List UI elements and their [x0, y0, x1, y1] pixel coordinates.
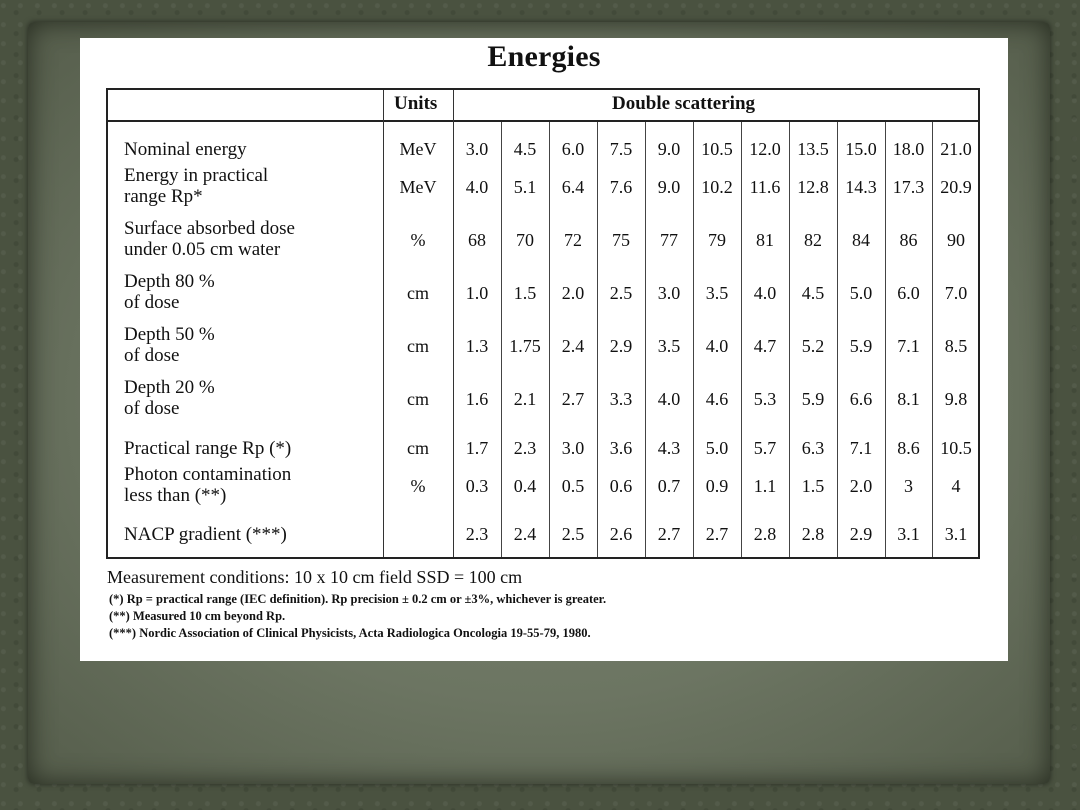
table-cell: 8.1: [897, 389, 920, 409]
table-cell: 0.3: [465, 476, 489, 496]
row-label-line1: Depth 80 %: [124, 271, 215, 292]
table-cell: 17.3: [892, 177, 925, 197]
table-cell: 2.9: [609, 336, 633, 356]
table-cell: 7.1: [897, 336, 920, 356]
table-cell: 2.8: [753, 524, 777, 544]
table-cell: 2.3: [465, 524, 489, 544]
row-label: [124, 524, 287, 545]
header-divider: [108, 120, 978, 122]
row-label: [124, 218, 295, 260]
table-cell: 2.6: [609, 524, 633, 544]
row-label: [124, 139, 247, 160]
row-unit: cm: [407, 389, 429, 409]
table-cell: 4.6: [705, 389, 729, 409]
row-label-line2: of dose: [124, 292, 180, 313]
table-cell: 3.1: [897, 524, 920, 544]
table-cell: 77: [660, 230, 678, 250]
table-cell: 6.4: [561, 177, 585, 197]
table-cell: 6.3: [801, 438, 825, 458]
table-cell: 12.8: [797, 177, 829, 197]
table-cell: 18.0: [892, 139, 925, 159]
table-cell: 5.7: [753, 438, 777, 458]
table-cell: 2.8: [801, 524, 825, 544]
row-label: [124, 271, 215, 313]
table-cell: 13.5: [797, 139, 829, 159]
table-cell: 6.0: [561, 139, 585, 159]
row-label-line2: of dose: [124, 398, 180, 419]
table-cell: 1.6: [465, 389, 489, 409]
table-cell: 5.3: [753, 389, 777, 409]
row-label-line1: Photon contamination: [124, 464, 292, 485]
table-cell: 7.0: [944, 283, 968, 303]
row-unit: cm: [407, 438, 429, 458]
table-cell: 2.0: [561, 283, 585, 303]
table-cell: 8.6: [897, 438, 920, 458]
measurement-conditions: Measurement conditions: 10 x 10 cm field SSD = 100 cm: [107, 567, 523, 587]
table-cell: 1.7: [465, 438, 489, 458]
row-label: [124, 324, 215, 366]
row-unit: %: [410, 476, 426, 496]
table-cell: 1.0: [465, 283, 489, 303]
page-title: Energies: [487, 40, 601, 73]
table-cell: 72: [564, 230, 582, 250]
table-cell: 12.0: [749, 139, 781, 159]
footnote-1: (*) Rp = practical range (IEC definition). Rp precision ± 0.2 cm or ±3%, whichever is greater.: [109, 592, 607, 606]
row-unit: MeV: [399, 139, 437, 159]
table-cell: 5.9: [849, 336, 873, 356]
table-cell: 4.5: [801, 283, 825, 303]
table-cell: 4.7: [753, 336, 777, 356]
table-cell: 9.0: [657, 139, 681, 159]
table-cell: 82: [804, 230, 822, 250]
table-cell: 4.5: [513, 139, 537, 159]
table-cell: 2.4: [513, 524, 537, 544]
table-cell: 6.6: [849, 389, 873, 409]
row-label-line1: Energy in practical: [124, 165, 269, 186]
table-cell: 0.6: [609, 476, 633, 496]
table-cell: 2.1: [513, 389, 537, 409]
row-label-line1: Depth 50 %: [124, 324, 215, 345]
table-cell: 2.5: [561, 524, 585, 544]
footnote-3: (***) Nordic Association of Clinical Physicists, Acta Radiologica Oncologia 19-55-79, 1980.: [109, 626, 591, 640]
row-label-line1: NACP gradient (***): [124, 524, 287, 545]
table-cell: 10.2: [701, 177, 733, 197]
table-cell: 3: [904, 476, 913, 496]
table-cell: 0.4: [513, 476, 537, 496]
table-cell: 1.5: [801, 476, 825, 496]
table-cell: 1.5: [513, 283, 537, 303]
row-unit: MeV: [399, 177, 437, 197]
table-cell: 7.1: [849, 438, 873, 458]
table-cell: 9.8: [944, 389, 968, 409]
double-scattering-header: Double scattering: [612, 93, 756, 114]
units-header: Units: [394, 93, 438, 114]
table-cell: 21.0: [940, 139, 972, 159]
row-unit: cm: [407, 283, 429, 303]
row-label: [124, 377, 215, 419]
table-cell: 4.0: [465, 177, 489, 197]
table-cell: 2.0: [849, 476, 873, 496]
table-cell: 68: [468, 230, 486, 250]
table-cell: 79: [708, 230, 726, 250]
row-label-line2: under 0.05 cm water: [124, 239, 281, 260]
table-cell: 3.1: [944, 524, 968, 544]
table-cell: 7.5: [609, 139, 633, 159]
table-cell: 3.3: [609, 389, 633, 409]
scanned-table-image: [80, 38, 1008, 661]
table-cell: 3.5: [705, 283, 729, 303]
energies-table: [106, 88, 980, 559]
table-cell: 5.0: [849, 283, 873, 303]
table-cell: 3.6: [609, 438, 633, 458]
table-cell: 2.4: [561, 336, 585, 356]
table-cell: 2.3: [513, 438, 537, 458]
table-cell: 5.0: [705, 438, 729, 458]
table-cell: 3.0: [465, 139, 489, 159]
row-unit: %: [410, 230, 426, 250]
table-cell: 2.7: [657, 524, 681, 544]
table-cell: 15.0: [845, 139, 877, 159]
table-cell: 84: [852, 230, 870, 250]
table-cell: 4.0: [705, 336, 729, 356]
table-cell: 70: [516, 230, 534, 250]
row-label: [124, 165, 268, 207]
row-label: [124, 464, 291, 506]
table-cell: 2.7: [561, 389, 585, 409]
table-cell: 4: [951, 476, 961, 496]
row-label-line1: Nominal energy: [124, 139, 247, 160]
table-cell: 2.7: [705, 524, 729, 544]
table-cell: 5.2: [801, 336, 825, 356]
row-label-line1: Depth 20 %: [124, 377, 215, 398]
table-cell: 3.5: [657, 336, 681, 356]
row-label-line2: less than (**): [124, 485, 227, 506]
table-cell: 4.3: [657, 438, 681, 458]
table-cell: 0.7: [657, 476, 681, 496]
row-label-line1: Practical range Rp (*): [124, 438, 292, 459]
row-label-line1: Surface absorbed dose: [124, 218, 295, 239]
table-cell: 8.5: [944, 336, 968, 356]
table-cell: 90: [947, 230, 965, 250]
table-cell: 75: [612, 230, 630, 250]
footnote-2: (**) Measured 10 cm beyond Rp.: [109, 609, 286, 623]
table-cell: 7.6: [609, 177, 633, 197]
table-cell: 1.1: [753, 476, 777, 496]
table-cell: 4.0: [753, 283, 777, 303]
table-cell: 2.5: [609, 283, 633, 303]
table-cell: 9.0: [657, 177, 681, 197]
table-cell: 10.5: [701, 139, 733, 159]
table-cell: 5.1: [513, 177, 537, 197]
table-cell: 1.75: [509, 336, 541, 356]
table-cell: 81: [756, 230, 774, 250]
table-cell: 2.9: [849, 524, 873, 544]
table-cell: 10.5: [940, 438, 972, 458]
table-cell: 86: [899, 230, 918, 250]
table-cell: 4.0: [657, 389, 681, 409]
table-cell: 20.9: [940, 177, 972, 197]
table-cell: 5.9: [801, 389, 825, 409]
table-cell: 1.3: [465, 336, 489, 356]
row-label-line2: of dose: [124, 345, 180, 366]
table-cell: 0.9: [705, 476, 729, 496]
table-cell: 0.5: [561, 476, 585, 496]
table-cell: 3.0: [561, 438, 585, 458]
row-label-line2: range Rp*: [124, 186, 203, 207]
table-cell: 11.6: [749, 177, 781, 197]
table-cell: 6.0: [897, 283, 920, 303]
table-cell: 3.0: [657, 283, 681, 303]
table-cell: 14.3: [845, 177, 877, 197]
row-unit: cm: [407, 336, 429, 356]
row-label: [124, 438, 291, 459]
